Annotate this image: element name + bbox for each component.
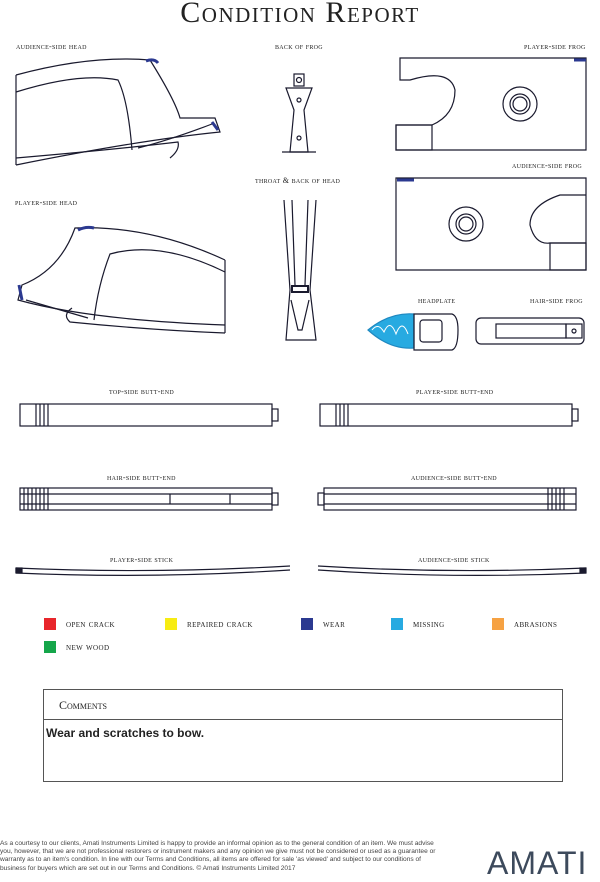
label-top-side-butt-end: top-side butt-end bbox=[109, 387, 174, 396]
audience-side-head-drawing bbox=[16, 59, 220, 165]
legend-repaired-crack bbox=[165, 617, 253, 631]
legend-wear bbox=[301, 617, 345, 631]
comments-text: Wear and scratches to bow. bbox=[46, 726, 205, 740]
disclaimer-text: As a courtesy to our clients, Amati Instruments Limited is happy to provide an informal opinion as to the general condition of an item. We must advise you, however, that we are not professional restorers or instrument makers and any opinion we give must not be considered or used as a guarantee or warranty as to an item's condition. In line with our Terms and Conditions, all items are offered for sale 'as viewed' and subject to our conditions of business for buyers which are set out in our Terms and Conditions. © Amati Instruments Limited 2017 bbox=[0, 840, 436, 872]
label-player-side-head: player-side head bbox=[15, 198, 78, 207]
label-audience-side-stick: audience-side stick bbox=[418, 555, 490, 564]
legend-swatch bbox=[492, 618, 504, 630]
legend-open-crack bbox=[44, 617, 115, 631]
legend-missing bbox=[391, 617, 445, 631]
legend-swatch bbox=[165, 618, 177, 630]
player-side-frog-drawing bbox=[396, 58, 586, 150]
legend-swatch bbox=[391, 618, 403, 630]
legend-swatch bbox=[44, 641, 56, 653]
legend-label: new wood bbox=[66, 641, 110, 653]
audience-side-butt-end-drawing bbox=[318, 488, 576, 510]
comments-box bbox=[43, 689, 563, 782]
legend-label: open crack bbox=[66, 618, 115, 630]
back-of-frog-drawing bbox=[282, 74, 316, 152]
headplate-drawing bbox=[368, 314, 458, 350]
legend-new-wood bbox=[44, 640, 109, 654]
legend-label: repaired crack bbox=[187, 618, 253, 630]
legend-label: missing bbox=[413, 618, 445, 630]
legend-abrasions bbox=[492, 617, 557, 631]
label-throat-back-of-head: throat & back of head bbox=[255, 176, 341, 185]
label-hair-side-butt-end: hair-side butt-end bbox=[107, 473, 176, 482]
amati-logo: AMATI bbox=[487, 845, 588, 881]
label-audience-side-head: audience-side head bbox=[16, 42, 87, 51]
label-player-side-butt-end: player-side butt-end bbox=[416, 387, 494, 396]
label-audience-side-butt-end: audience-side butt-end bbox=[411, 473, 497, 482]
player-side-butt-end-drawing bbox=[320, 404, 578, 426]
legend-label: abrasions bbox=[514, 618, 558, 630]
legend-swatch bbox=[44, 618, 56, 630]
label-player-side-stick: player-side stick bbox=[110, 555, 174, 564]
legend-swatch bbox=[301, 618, 313, 630]
audience-side-frog-drawing bbox=[396, 178, 586, 270]
top-side-butt-end-drawing bbox=[20, 404, 278, 426]
audience-side-stick-drawing bbox=[318, 566, 586, 575]
comments-heading: Comments bbox=[44, 690, 562, 720]
label-audience-side-frog: audience-side frog bbox=[512, 161, 583, 170]
legend-label: wear bbox=[323, 618, 346, 630]
label-headplate: headplate bbox=[418, 296, 456, 305]
page-title: Condition Report bbox=[180, 0, 420, 29]
throat-back-of-head-drawing bbox=[284, 200, 316, 340]
label-player-side-frog: player-side frog bbox=[524, 42, 586, 51]
hair-side-butt-end-drawing bbox=[20, 488, 278, 510]
player-side-head-drawing bbox=[18, 227, 225, 333]
label-back-of-frog: back of frog bbox=[275, 42, 323, 51]
player-side-stick-drawing bbox=[16, 566, 290, 575]
hair-side-frog-drawing bbox=[476, 318, 584, 344]
label-hair-side-frog: hair-side frog bbox=[530, 296, 583, 305]
